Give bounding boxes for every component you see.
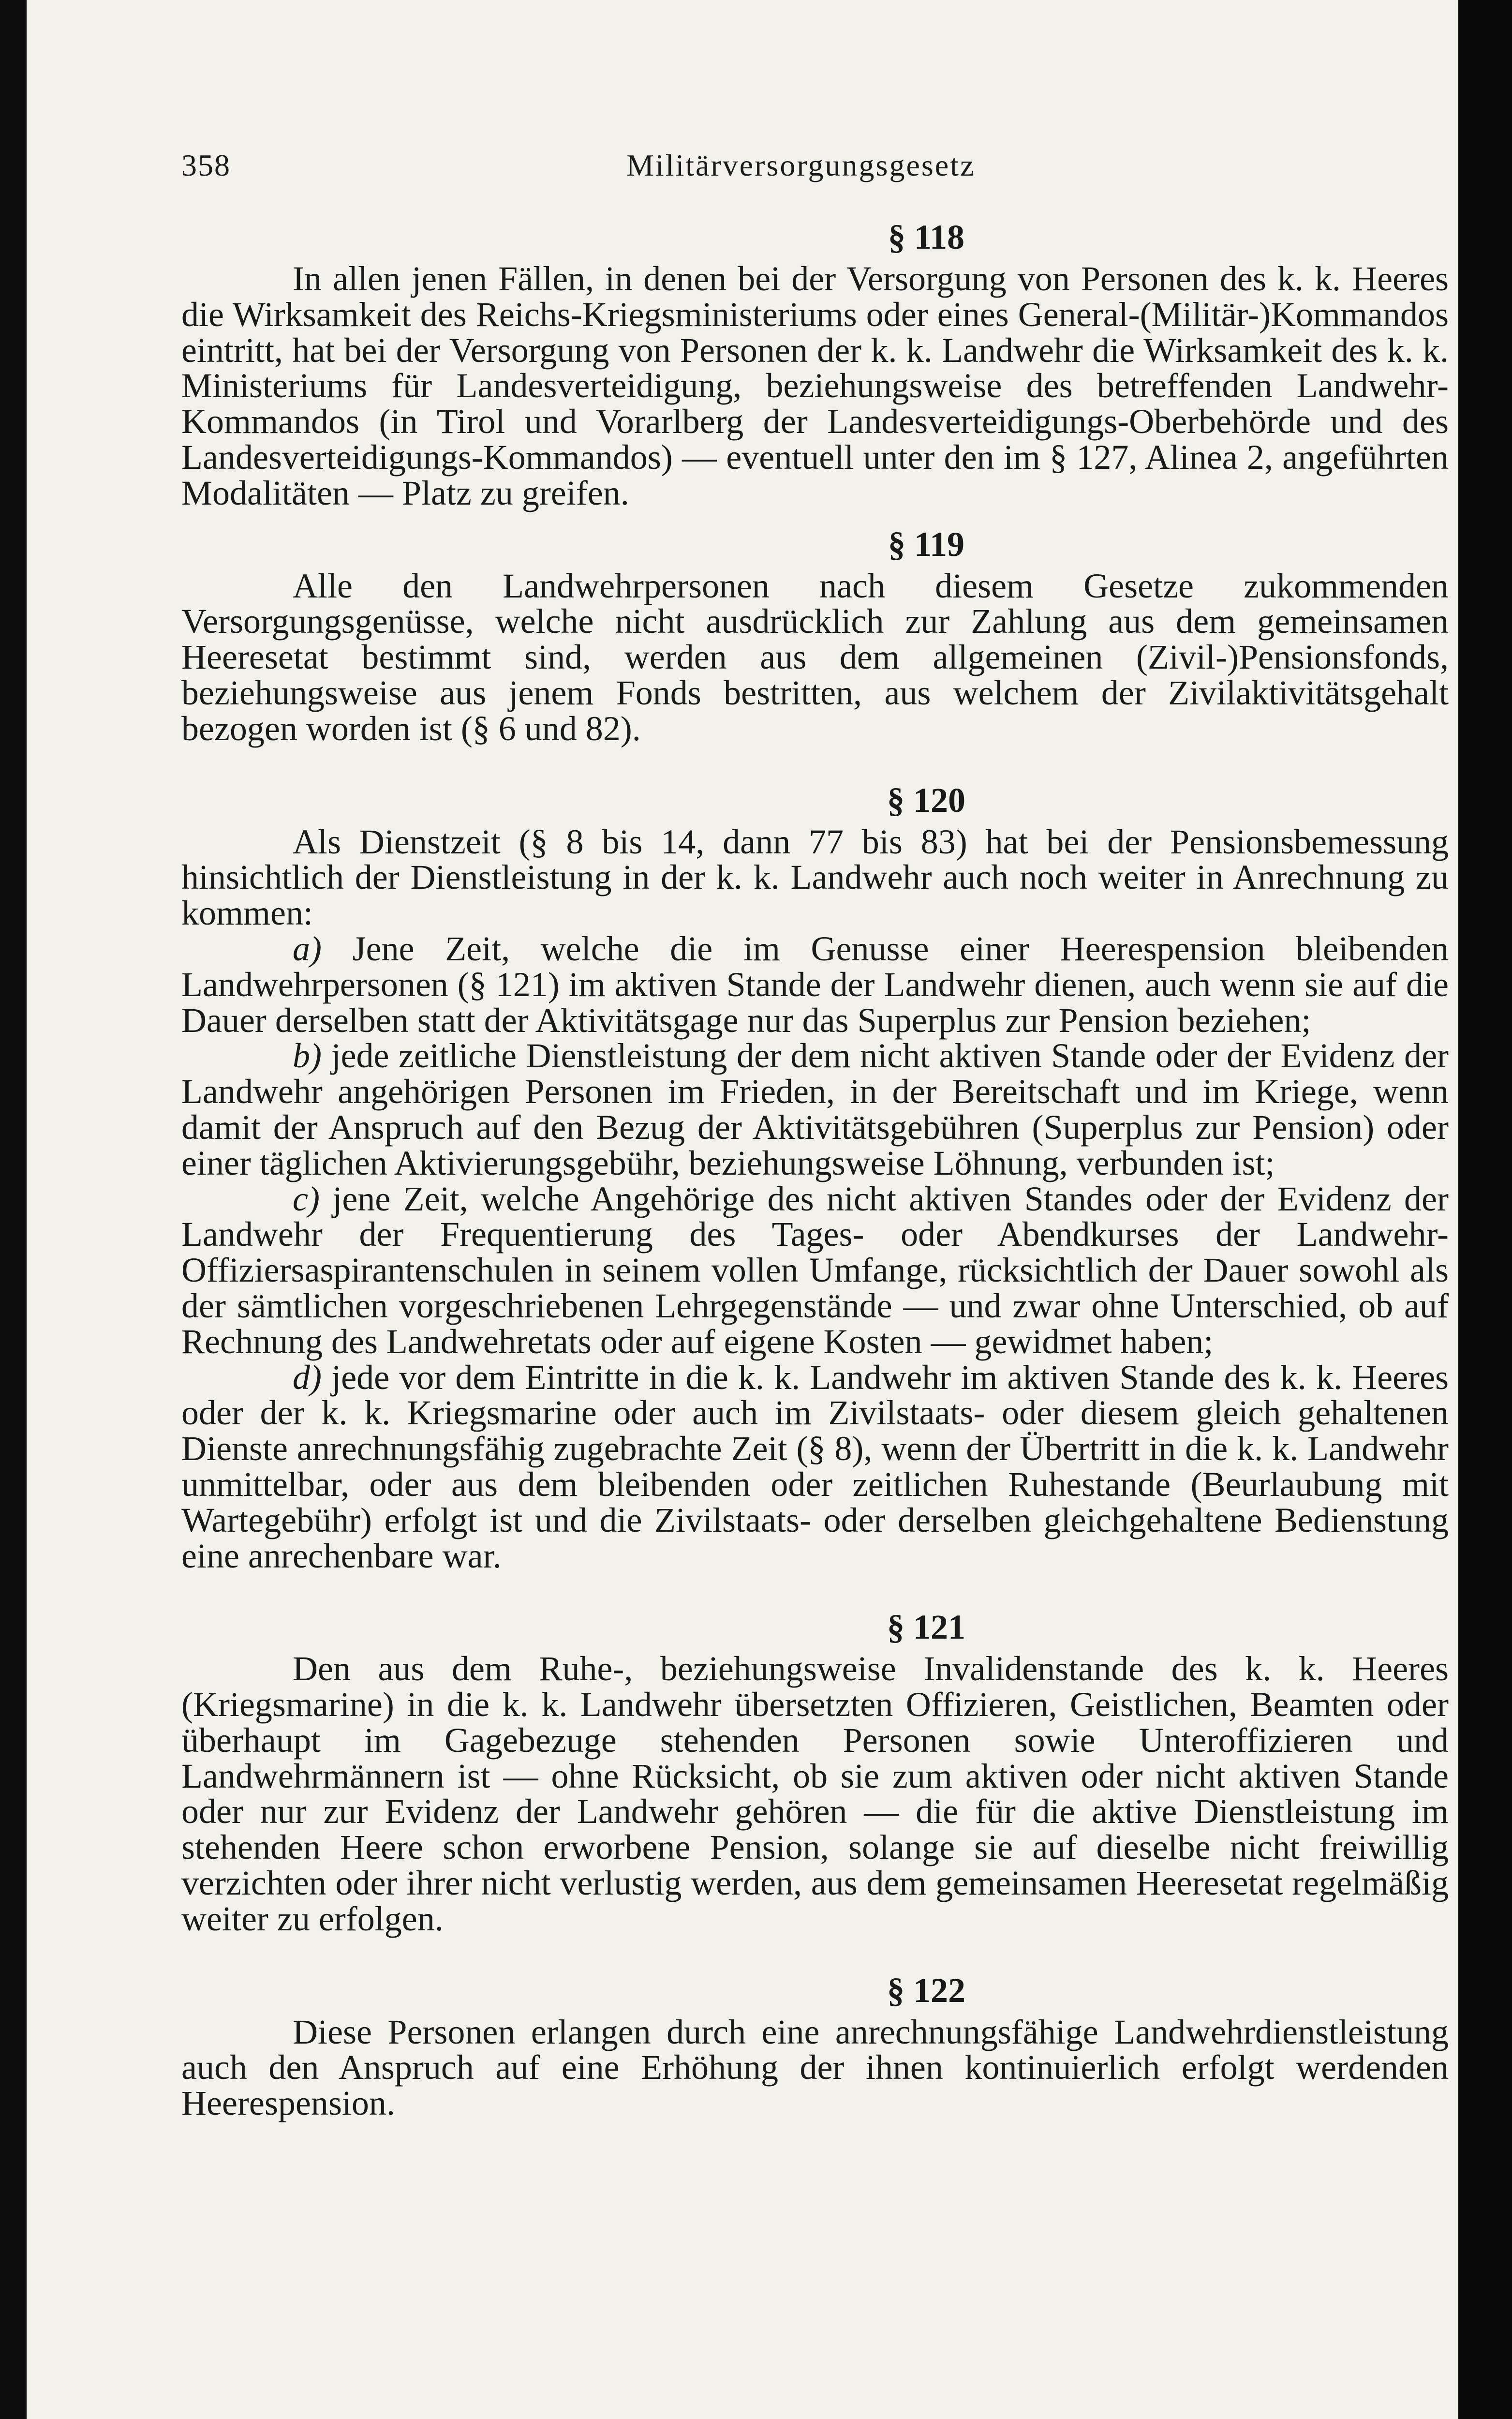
section-heading: § 120: [887, 780, 965, 820]
section-paragraph: Diese Personen erlangen durch eine anrechnungsfähige Landwehrdienstleistung auch den Anspruch auf eine Erhöhung der ihnen kontinuierlich erfolgt werdenden Heerespension.: [181, 2012, 1449, 2123]
item-text: jede zeitliche Dienstleistung der dem nicht aktiven Stande oder der Evidenz der Landwehr angehörigen Personen im Frieden, in der Bereitschaft und im Kriege, wenn damit der Anspruch auf den Bezug der Aktivitätsgebühren (Superplus zur Pension) oder einer täglichen Aktivierungsgebühr, beziehungsweise Löhnung, verbunden ist;: [181, 1036, 1449, 1182]
list-item: [181, 1360, 1449, 1574]
page-number: 358: [181, 148, 231, 182]
section-122: [181, 1966, 1449, 2121]
page-header: [181, 148, 1449, 201]
running-title: Militärversorgungsgesetz: [626, 148, 976, 182]
section-120: [181, 776, 1449, 1574]
section-paragraph: Als Dienstzeit (§ 8 bis 14, dann 77 bis 83) hat bei der Pensionsbemessung hinsichtlich der Dienstleistung in der k. k. Landwehr auch noch weiter in Anrechnung zu kommen:: [181, 822, 1449, 933]
list-item: [181, 931, 1449, 1038]
item-text: jene Zeit, welche Angehörige des nicht aktiven Standes oder der Evidenz der Landwehr der Frequentierung des Tages- oder Abendkurses der Landwehr-Offiziersaspirantenschulen in seinem vollen Umfange, rücksichtlich der Dauer sowohl als der sämtlichen vorgeschriebenen Lehrgegenstände — und zwar ohne Unterschied, ob auf Rechnung des Landwehretats oder auf eigene Kosten — gewidmet haben;: [181, 1179, 1449, 1361]
scan-edge: [1458, 0, 1512, 2419]
item-label: a): [293, 929, 322, 968]
section-paragraph: In allen jenen Fällen, in denen bei der Versorgung von Personen des k. k. Heeres die Wirksamkeit des Reichs-Kriegsministeriums oder eines General-(Militär-)Kommandos eintritt, hat bei der Versorgung von Personen der k. k. Landwehr die Wirksamkeit des k. k. Ministeriums für Landesverteidigung, beziehungsweise des betreffenden Landwehr-Kommandos (in Tirol und Vorarlberg der Landesverteidigungs-Oberbehörde und des Landesverteidigungs-Kommandos) — eventuell unter den im § 127, Alinea 2, angeführten Modalitäten — Platz zu greifen.: [181, 259, 1449, 512]
item-label: b): [293, 1036, 322, 1075]
list-item: [181, 1181, 1449, 1360]
item-text: Jene Zeit, welche die im Genusse einer Heerespension bleibenden Landwehrpersonen (§ 121) im aktiven Stande der Landwehr dienen, auch wenn sie auf die Dauer derselben statt der Aktivitätsgage nur das Superplus zur Pension beziehen;: [181, 929, 1449, 1040]
item-label: c): [293, 1179, 320, 1218]
section-heading: § 119: [888, 524, 965, 564]
section-119: [181, 520, 1449, 747]
page-content: [181, 213, 1449, 2121]
section-118: [181, 213, 1449, 511]
section-heading: § 121: [887, 1608, 965, 1647]
list-item: [181, 1038, 1449, 1181]
section-paragraph: Alle den Landwehrpersonen nach diesem Gesetze zukommenden Versorgungsgenüsse, welche nicht ausdrücklich zur Zahlung aus dem gemeinsamen Heeresetat bestimmt sind, werden aus dem allgemeinen (Zivil-)Pensionsfonds, beziehungsweise aus jenem Fonds bestritten, aus welchem der Zivilaktivitätsgehalt bezogen worden ist (§ 6 und 82).: [181, 566, 1449, 748]
item-text: jede vor dem Eintritte in die k. k. Landwehr im aktiven Stande des k. k. Heeres oder der k. k. Kriegsmarine oder auch im Zivilstaats- oder diesem gleich gehaltenen Dienste anrechnungsfähig zugebrachte Zeit (§ 8), wenn der Übertritt in die k. k. Landwehr unmittelbar, oder aus dem bleibenden oder zeitlichen Ruhestande (Beurlaubung mit Wartegebühr) erfolgt ist und die Zivilstaats- oder derselben gleichgehaltene Bedienstung eine anrechenbare war.: [181, 1358, 1449, 1575]
section-heading: § 122: [887, 1971, 965, 2010]
section-paragraph: Den aus dem Ruhe-, beziehungsweise Invalidenstande des k. k. Heeres (Kriegsmarine) in die k. k. Landwehr übersetzten Offizieren, Geistlichen, Beamten oder überhaupt im Gagebezuge stehenden Personen sowie Unteroffizieren und Landwehrmännern ist — ohne Rücksicht, ob sie zum aktiven oder nicht aktiven Stande oder nur zur Evidenz der Landwehr gehören — die für die aktive Dienstleistung im stehenden Heere schon erworbene Pension, solange sie auf dieselbe nicht freiwillig verzichten oder ihrer nicht verlustig werden, aus dem gemeinsamen Heeresetat regelmäßig weiter zu erfolgen.: [181, 1649, 1449, 1938]
section-heading: § 118: [888, 218, 965, 256]
section-121: [181, 1603, 1449, 1937]
item-label: d): [293, 1358, 322, 1397]
